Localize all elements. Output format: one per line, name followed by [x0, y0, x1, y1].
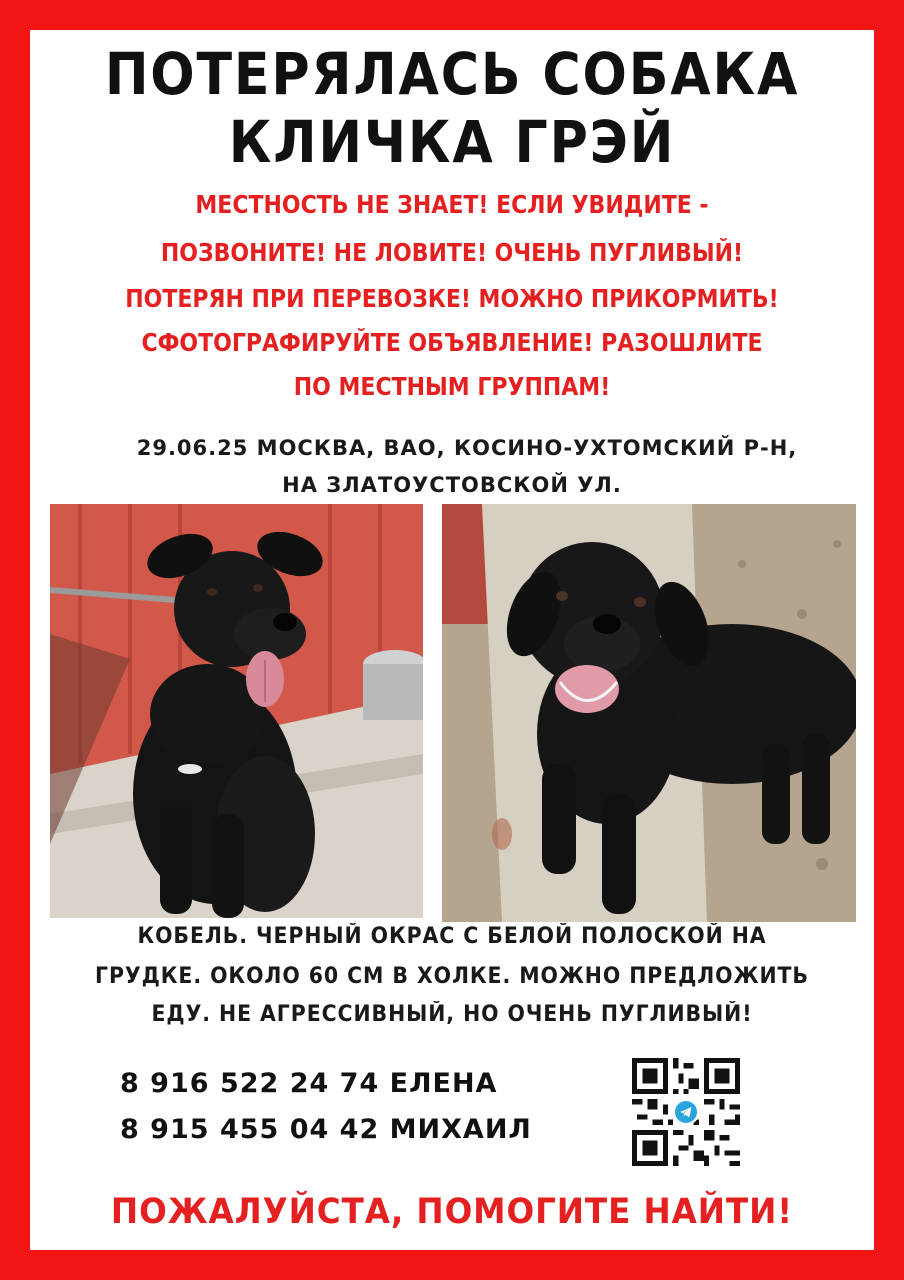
warning-line: ПОЗВОНИТЕ! НЕ ЛОВИТЕ! ОЧЕНЬ ПУГЛИВЫЙ! — [160, 238, 744, 267]
warning-line: СФОТОГРАФИРУЙТЕ ОБЪЯВЛЕНИЕ! РАЗОШЛИТЕ — [141, 328, 763, 357]
location-line: НА ЗЛАТОУСТОВСКОЙ УЛ. — [282, 473, 622, 497]
description-line: КОБЕЛЬ. ЧЕРНЫЙ ОКРАС С БЕЛОЙ ПОЛОСКОЙ НА — [137, 924, 767, 949]
dog-photo-sitting — [50, 504, 423, 918]
location-line: 29.06.25 МОСКВА, ВАО, КОСИНО-УХТОМСКИЙ Р-Н, — [136, 436, 798, 460]
dog-name-title: КЛИЧКА ГРЭЙ — [228, 108, 676, 176]
telegram-icon — [675, 1101, 697, 1123]
contact-phone-mikhail[interactable]: 8 915 455 04 42 МИХАИЛ — [120, 1114, 532, 1145]
warning-line: ПОТЕРЯН ПРИ ПЕРЕВОЗКЕ! МОЖНО ПРИКОРМИТЬ! — [125, 284, 779, 313]
warning-line: МЕСТНОСТЬ НЕ ЗНАЕТ! ЕСЛИ УВИДИТЕ - — [195, 190, 709, 219]
poster-title: ПОТЕРЯЛАСЬ СОБАКА — [104, 40, 800, 108]
qr-code-icon[interactable] — [632, 1058, 740, 1166]
description-line: ГРУДКЕ. ОКОЛО 60 СМ В ХОЛКЕ. МОЖНО ПРЕДЛОЖИТЬ — [95, 964, 809, 989]
help-find-footer: ПОЖАЛУЙСТА, ПОМОГИТЕ НАЙТИ! — [110, 1192, 794, 1232]
dog-photo-standing — [442, 504, 856, 922]
description-line: ЕДУ. НЕ АГРЕССИВНЫЙ, НО ОЧЕНЬ ПУГЛИВЫЙ! — [151, 1002, 753, 1027]
contact-phone-elena[interactable]: 8 916 522 24 74 ЕЛЕНА — [120, 1068, 498, 1099]
warning-line: ПО МЕСТНЫМ ГРУППАМ! — [293, 372, 611, 401]
